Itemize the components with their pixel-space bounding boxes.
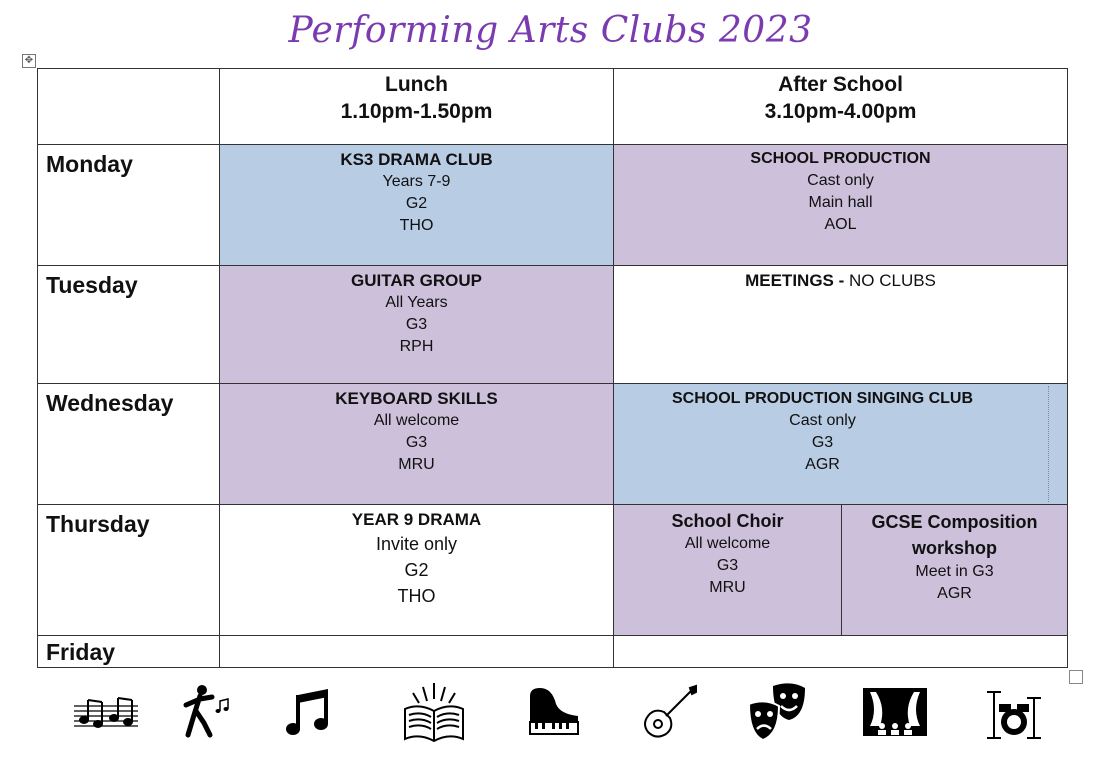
after-school-label: After School: [778, 73, 903, 96]
club-staff: MRU: [709, 579, 746, 596]
club-staff: AGR: [805, 456, 840, 473]
music-note-icon: [282, 674, 336, 750]
header-empty-cell: [37, 68, 220, 145]
club-years: Years 7-9: [382, 173, 451, 190]
club-access: Cast only: [807, 172, 874, 189]
open-book-icon: [400, 674, 468, 750]
stage-audience-icon: [862, 674, 928, 750]
page-title: Performing Arts Clubs 2023: [288, 10, 813, 51]
tuesday-after-cell: [613, 265, 1068, 384]
club-access: All welcome: [684, 535, 771, 552]
thursday-choir-cell: [613, 504, 842, 636]
cell-boundary-marker: [1048, 386, 1049, 502]
club-staff: MRU: [398, 456, 435, 473]
club-staff: THO: [397, 586, 436, 606]
music-notes-staff-icon: [74, 674, 138, 750]
wednesday-after-cell: [613, 383, 1068, 505]
club-years: All Years: [385, 294, 448, 311]
club-staff: AOL: [824, 216, 857, 233]
no-clubs-label: NO CLUBS: [844, 271, 936, 290]
meetings-notice: [614, 270, 1067, 292]
club-title: School Choir: [671, 511, 784, 531]
header-after-school: [613, 68, 1068, 145]
club-room: G3: [716, 557, 739, 574]
day-wednesday: Wednesday: [37, 383, 220, 505]
club-years: All welcome: [373, 412, 460, 429]
monday-lunch-cell: [219, 144, 614, 266]
icon-strip: [36, 674, 1066, 750]
drum-kit-icon: [982, 674, 1046, 750]
meetings-label: MEETINGS -: [745, 271, 845, 290]
day-friday: Friday: [37, 635, 220, 668]
thursday-lunch-cell: [219, 504, 614, 636]
tuesday-lunch-cell: [219, 265, 614, 384]
thursday-gcse-cell: [841, 504, 1068, 636]
club-title: SCHOOL PRODUCTION: [750, 150, 931, 167]
club-staff: AGR: [937, 585, 972, 602]
club-title-cont: workshop: [911, 538, 997, 558]
day-monday: Monday: [37, 144, 220, 266]
club-room: G3: [405, 434, 428, 451]
day-tuesday: Tuesday: [37, 265, 220, 384]
club-title: GCSE Composition: [871, 512, 1038, 532]
lunch-label: Lunch: [385, 73, 448, 96]
club-room: G2: [404, 560, 429, 580]
club-title: SCHOOL PRODUCTION SINGING CLUB: [671, 390, 974, 407]
club-title: KS3 DRAMA CLUB: [340, 150, 493, 169]
friday-after-cell: [613, 635, 1068, 668]
club-access: Invite only: [375, 534, 458, 554]
piano-icon: [524, 674, 584, 750]
club-room: G3: [811, 434, 834, 451]
lunch-time: 1.10pm-1.50pm: [340, 100, 493, 123]
club-title: KEYBOARD SKILLS: [335, 389, 498, 408]
table-move-handle[interactable]: ✥: [22, 54, 36, 68]
monday-after-cell: [613, 144, 1068, 266]
theatre-masks-icon: [746, 674, 808, 750]
club-title: GUITAR GROUP: [351, 271, 482, 290]
club-access: Cast only: [789, 412, 856, 429]
header-lunch: [219, 68, 614, 145]
club-staff: THO: [399, 217, 434, 234]
club-room: G3: [405, 316, 428, 333]
club-room: Meet in G3: [915, 563, 994, 580]
club-room: Main hall: [808, 194, 873, 211]
after-school-time: 3.10pm-4.00pm: [764, 100, 917, 123]
club-staff: RPH: [399, 338, 434, 355]
guitar-icon: [640, 674, 700, 750]
club-room: G2: [405, 195, 428, 212]
table-resize-handle[interactable]: [1069, 670, 1083, 684]
club-title: YEAR 9 DRAMA: [351, 510, 482, 529]
dancer-icon: [178, 674, 234, 750]
wednesday-lunch-cell: [219, 383, 614, 505]
day-thursday: Thursday: [37, 504, 220, 636]
friday-lunch-cell: [219, 635, 614, 668]
